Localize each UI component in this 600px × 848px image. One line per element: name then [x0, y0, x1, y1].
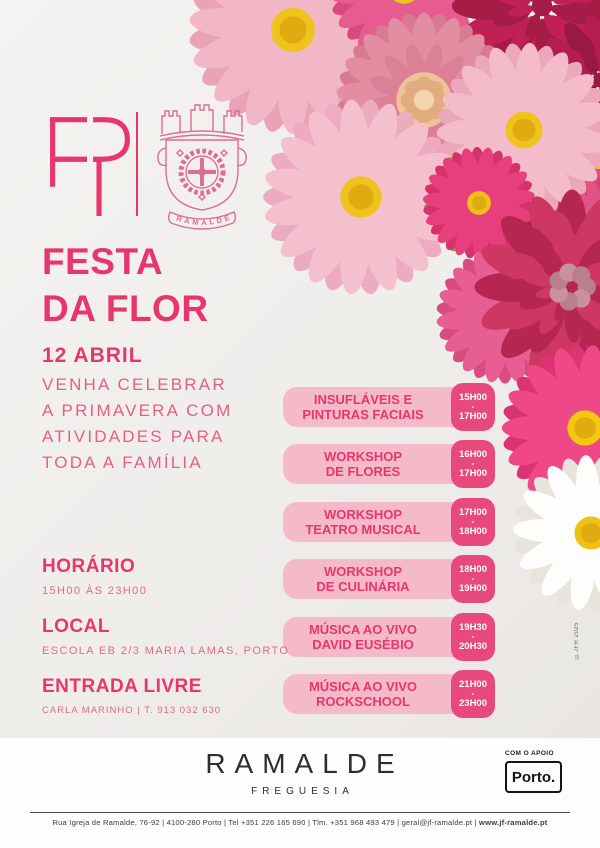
info-detail: 15H00 ÀS 23H00	[42, 585, 148, 597]
activity-line2: DAVID EUSÉBIO	[312, 637, 414, 652]
intro-line: TODA A FAMÍLIA	[42, 453, 203, 472]
schedule-item	[283, 555, 495, 603]
activity-line2: ROCKSCHOOL	[316, 694, 410, 709]
intro-line: ATIVIDADES PARA	[42, 427, 225, 446]
schedule-activity	[283, 674, 473, 714]
brand-subtitle: FREGUESIA	[251, 786, 354, 797]
porto-logo: Porto.	[505, 761, 562, 793]
fr-monogram-icon	[44, 114, 130, 220]
schedule-time	[451, 555, 495, 603]
time-separator: -	[471, 402, 475, 411]
schedule-item	[283, 670, 495, 718]
activity-line1: INSUFLÁVEIS E	[313, 392, 413, 407]
schedule-item	[283, 498, 495, 546]
schedule-time	[451, 670, 495, 718]
schedule-activity	[283, 617, 473, 657]
time-start: 15H00	[459, 392, 487, 403]
schedule-activity	[283, 559, 473, 599]
time-start: 18H00	[459, 564, 487, 575]
activity-line2: PINTURAS FACIAIS	[302, 407, 424, 422]
title-block	[42, 238, 209, 368]
time-end: 19H00	[459, 583, 487, 594]
schedule-activity	[283, 502, 473, 542]
footer-address: Rua Igreja de Ramalde, 76-92 | 4100-280 Porto | Tel +351 226 165 690 | Tlm. +351 968 493 479 | geral@jf-ramalde.pt |	[52, 818, 479, 827]
time-start: 21H00	[459, 679, 487, 690]
info-entrada	[42, 676, 221, 716]
bottom-band	[0, 738, 600, 848]
activity-line1: MÚSICA AO VIVO	[308, 679, 418, 694]
time-start: 17H00	[459, 507, 487, 518]
activity-line1: WORKSHOP	[324, 449, 402, 464]
time-start: 16H00	[459, 449, 487, 460]
title-line1: FESTA	[42, 241, 164, 282]
schedule-activity	[283, 387, 473, 427]
activity-line1: WORKSHOP	[324, 564, 402, 579]
info-horario	[42, 556, 147, 597]
schedule-activity	[283, 444, 473, 484]
support-block	[505, 750, 567, 793]
ramalde-freguesia-logo	[150, 748, 450, 797]
title-line2: DA FLOR	[42, 288, 209, 329]
activity-line2: DE CULINÁRIA	[316, 579, 410, 594]
support-label: COM O APOIO	[505, 750, 554, 757]
time-separator: -	[471, 689, 475, 698]
footer-website: www.jf-ramalde.pt	[479, 818, 548, 827]
schedule-time	[451, 440, 495, 488]
activity-line1: WORKSHOP	[324, 507, 402, 522]
brand-name: RAMALDE	[205, 748, 404, 779]
activity-line2: TEATRO MUSICAL	[305, 522, 421, 537]
schedule-time	[451, 498, 495, 546]
footer-contact	[0, 818, 600, 827]
time-end: 18H00	[459, 526, 487, 537]
credit-vertical: ©JFR 2025	[574, 622, 580, 659]
activity-line1: MÚSICA AO VIVO	[308, 622, 418, 637]
time-separator: -	[471, 574, 475, 583]
activity-line2: DE FLORES	[325, 464, 401, 479]
time-end: 20H30	[459, 641, 487, 652]
time-end: 17H00	[459, 468, 487, 479]
svg-text:RAMALDE	[175, 212, 233, 227]
schedule-time	[451, 613, 495, 661]
time-separator: -	[471, 459, 475, 468]
time-end: 23H00	[459, 698, 487, 709]
time-start: 19H30	[459, 622, 487, 633]
info-local	[42, 616, 289, 657]
logo-separator	[136, 112, 138, 216]
intro-text	[42, 372, 232, 476]
schedule-item	[283, 613, 495, 661]
schedule-item	[283, 383, 495, 431]
info-heading: HORÁRIO	[42, 556, 136, 577]
crest-label: RAMALDE	[175, 212, 234, 228]
schedule-time	[451, 383, 495, 431]
event-date: 12 ABRIL	[42, 344, 143, 367]
intro-line: VENHA CELEBRAR	[42, 375, 227, 394]
info-heading: ENTRADA LIVRE	[42, 676, 202, 697]
time-end: 17H00	[459, 411, 487, 422]
time-separator: -	[471, 632, 475, 641]
info-detail: ESCOLA EB 2/3 MARIA LAMAS, PORTO	[42, 645, 290, 657]
time-separator: -	[471, 517, 475, 526]
info-detail: CARLA MARINHO | T. 913 032 630	[42, 705, 222, 716]
ramalde-crest-icon	[150, 98, 254, 236]
info-heading: LOCAL	[42, 616, 110, 637]
intro-line: A PRIMAVERA COM	[42, 401, 233, 420]
schedule-item	[283, 440, 495, 488]
footer-divider	[30, 812, 570, 813]
